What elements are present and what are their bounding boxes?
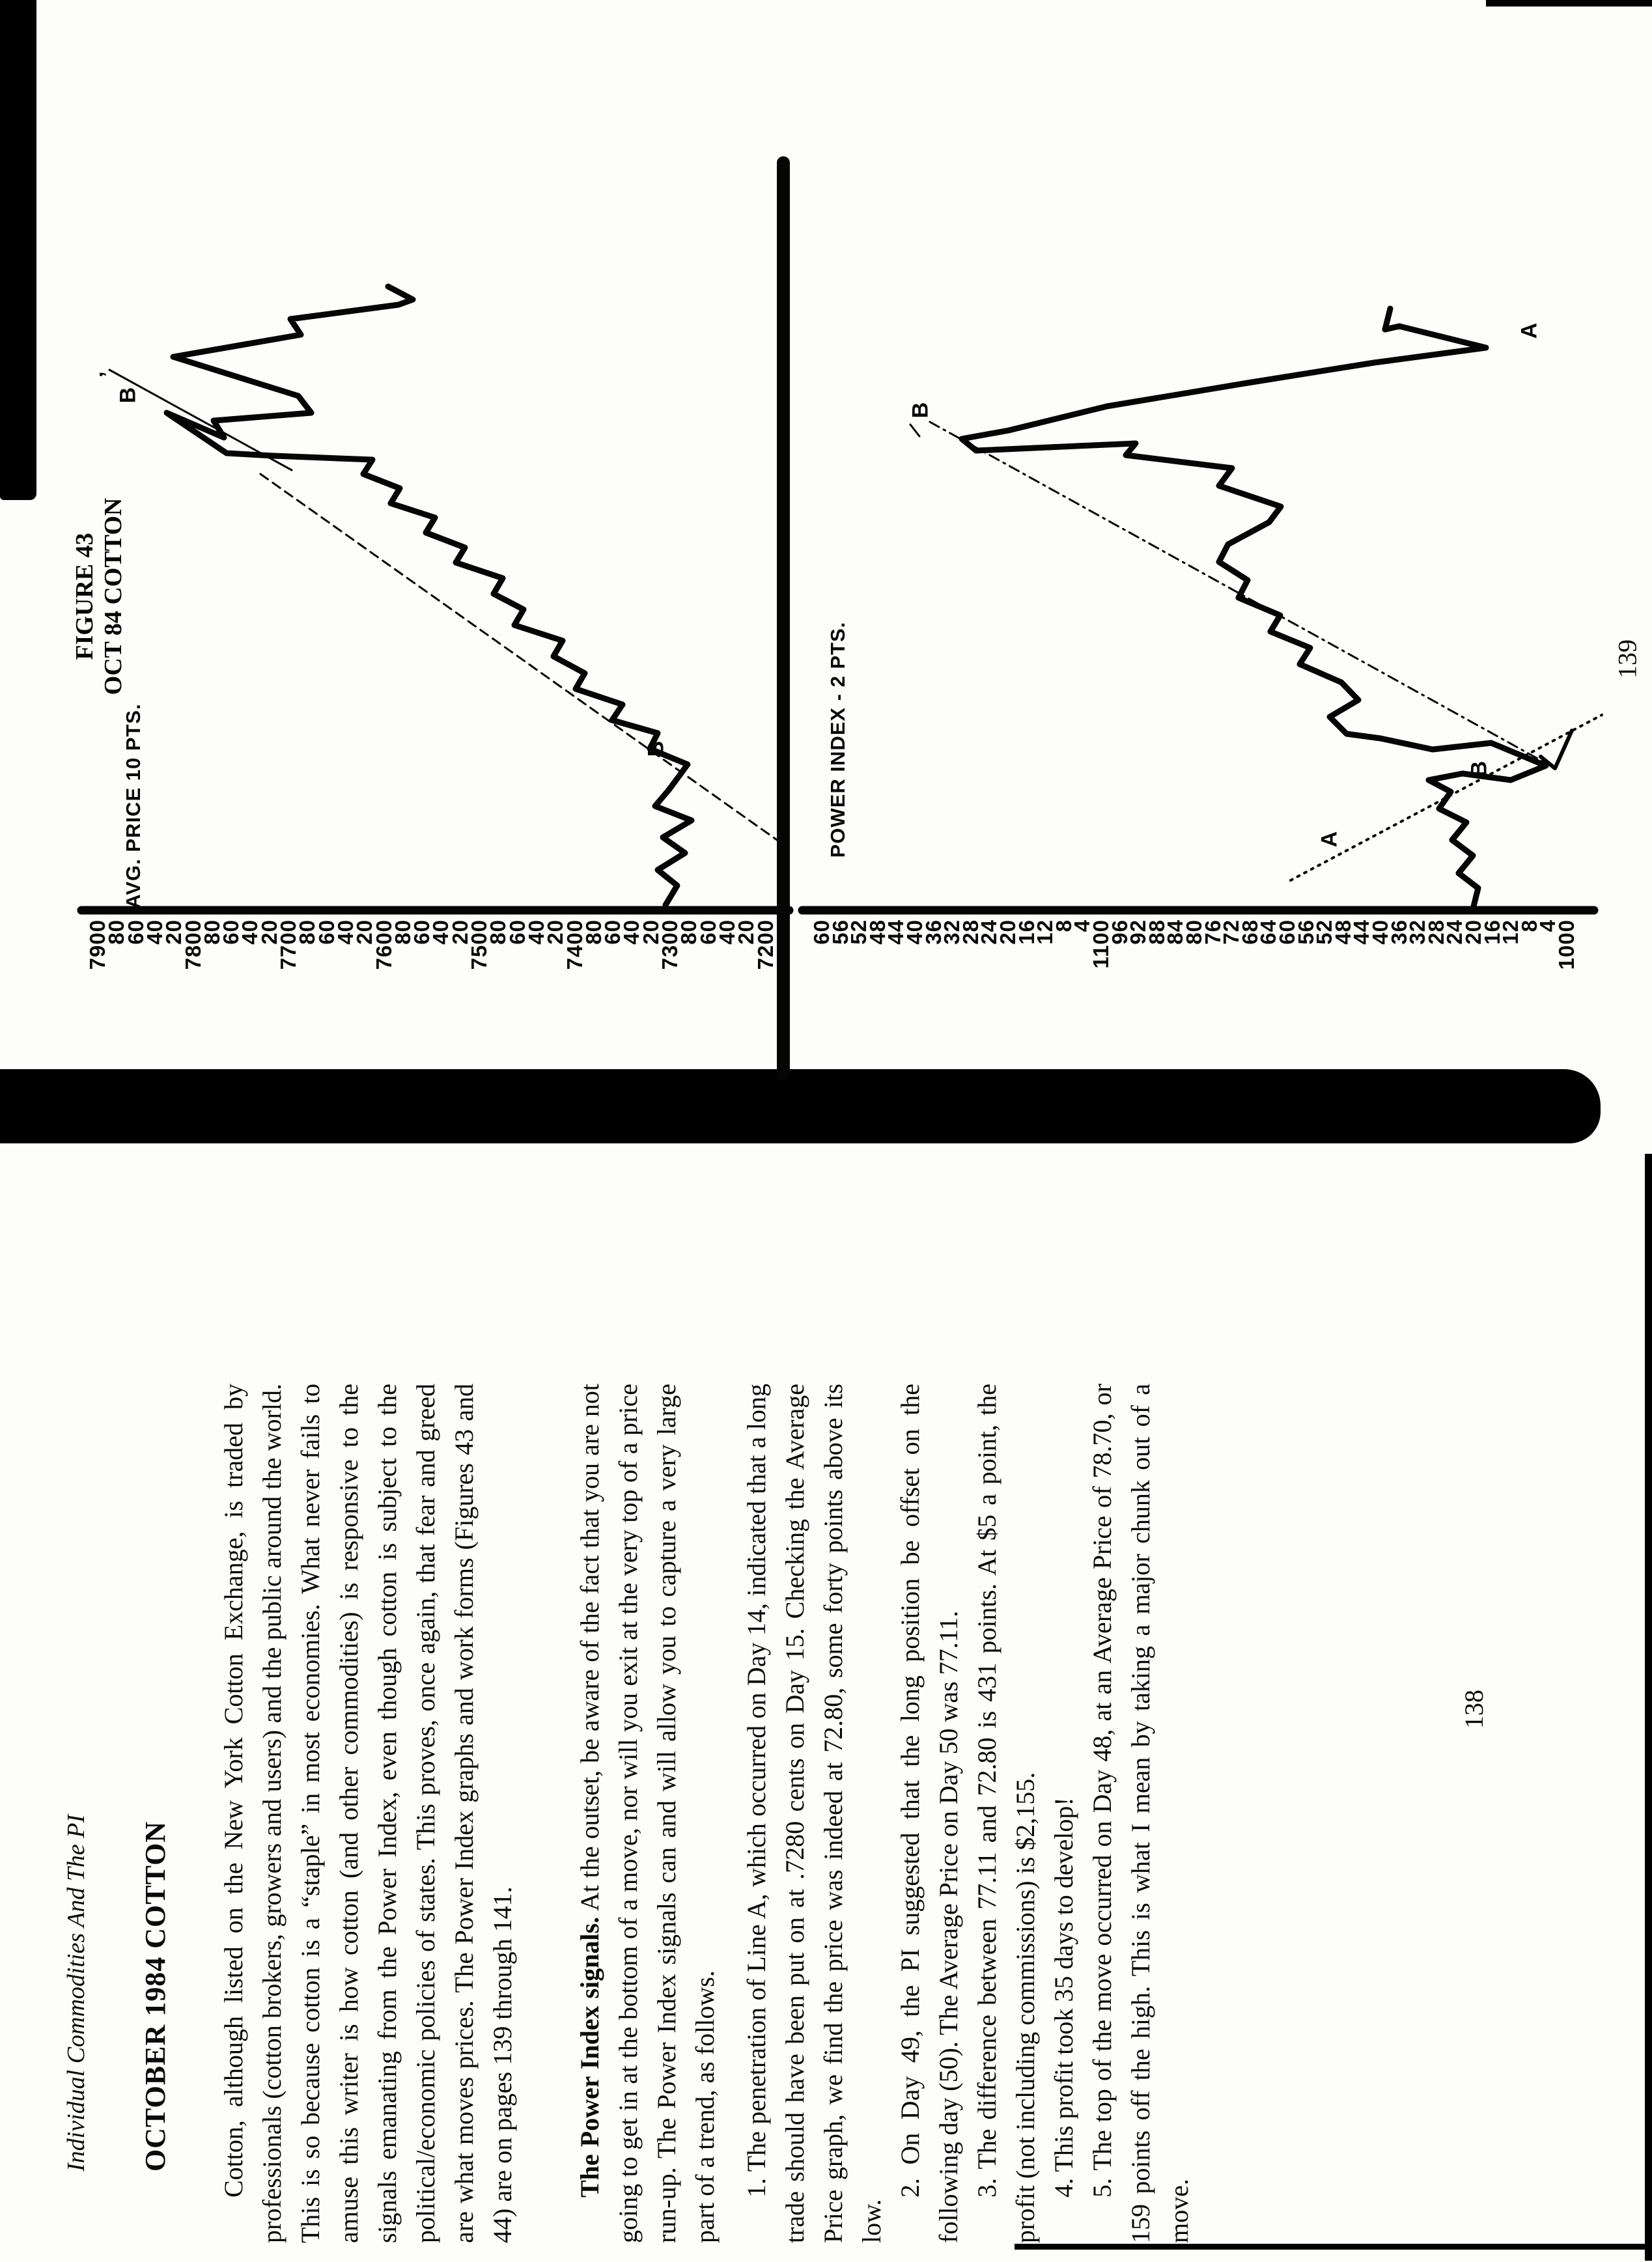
power-index-tick-label: 48	[1330, 919, 1355, 945]
power-index-tick-label: 76	[1200, 919, 1225, 945]
power-index-tick-label: 48	[865, 919, 889, 945]
power-index-tick-label: 92	[1126, 919, 1151, 945]
power-index-tick-label: 84	[1163, 919, 1188, 945]
avg-price-tick-label: 80	[581, 919, 606, 945]
power-index-annotation-B: B	[908, 402, 933, 419]
avg-price-tick-label: 20	[257, 919, 281, 945]
power-index-tick-label: 1000	[1554, 919, 1578, 970]
avg-price-tick-label: 80	[677, 919, 701, 945]
avg-price-tick-label: 60	[410, 919, 434, 945]
avg-price-tick-label: 20	[161, 919, 186, 945]
avg-price-tick-label: 40	[142, 919, 167, 945]
power-index-tick-label: 80	[1182, 919, 1206, 945]
list-item: 5. The top of the move occurred on Day 48, at an Average Price of 78.70, or 159 points off the high. This is what I mean by taking a major chunk out of a move.	[1087, 1384, 1194, 2243]
avg-price-tick-label: 80	[104, 919, 129, 945]
avg-price-tick-label: 7500	[467, 919, 491, 970]
section-heading: OCTOBER 1984 COTTON	[139, 1821, 171, 2171]
power-index-line-B	[930, 422, 1546, 763]
avg-price-tick-label: 60	[314, 919, 339, 945]
avg-price-tick-label: 40	[524, 919, 548, 945]
running-head: Individual Commodities And The PI	[63, 1814, 90, 2171]
power-index-tick-label: 12	[1498, 919, 1523, 945]
figure-title-line2: OCT 84 COTTON	[100, 497, 127, 695]
avg-price-tick-label: 60	[123, 919, 148, 945]
avg-price-tick-label: 7900	[85, 919, 109, 970]
power-index-tick-label: 12	[1033, 919, 1057, 945]
avg-price-tick-label: 20	[638, 919, 663, 945]
power-index-tick-label: 56	[1293, 919, 1318, 945]
paragraph-2-lead: The Power Index signals.	[575, 1916, 604, 2198]
power-index-tick-label: 16	[1014, 919, 1039, 945]
power-index-tick-label: 8	[1051, 919, 1076, 932]
avg-price-tick-label: 40	[714, 919, 739, 945]
avg-price-tick-label: 40	[619, 919, 644, 945]
power-index-tick-label: 52	[847, 919, 871, 945]
avg-price-annotation-’: ’	[95, 371, 120, 378]
power-index-tick-label: 36	[1386, 919, 1411, 945]
list-item: 4. This profit took 35 days to develop!	[1049, 1797, 1078, 2198]
power-index-axis-title: POWER INDEX - 2 PTS.	[826, 621, 849, 858]
text-page	[62, 1384, 1515, 2243]
power-index-annotation-B: B	[1466, 761, 1492, 777]
avg-price-tick-label: 20	[352, 919, 377, 945]
page-number-139: 139	[1612, 639, 1642, 678]
power-index-annotation-A: A	[1317, 831, 1342, 848]
avg-price-tick-label: 20	[447, 919, 472, 945]
power-index-tick-label: 88	[1144, 919, 1169, 945]
signal-list	[737, 1384, 1198, 2243]
power-index-tick-label: 44	[1349, 919, 1374, 945]
avg-price-tick-label: 20	[734, 919, 759, 945]
power-index-tick-label: 28	[1423, 919, 1448, 945]
power-index-tick-label: 96	[1107, 919, 1132, 945]
power-index-tick-label: 24	[977, 919, 1001, 945]
list-item: 1. The penetration of Line A, which occurred on Day 14, indicated that a long trade should have been put on at .7280 cents on Day 15. Checking the Average Price graph, we find the price was indeed at 72.80, some forty points above its low.	[742, 1384, 886, 2243]
power-index-tick-label: 68	[1237, 919, 1262, 945]
avg-price-tick-label: 7200	[753, 919, 777, 970]
power-index-tick-label: 32	[940, 919, 964, 945]
avg-price-tick-label: 20	[543, 919, 568, 945]
power-index-tick-label: 24	[1442, 919, 1467, 945]
power-index-tick-label: 20	[1461, 919, 1485, 945]
avg-price-tick-label: 7800	[180, 919, 205, 970]
avg-price-tick-label: 80	[390, 919, 415, 945]
avg-price-tick-label: 7700	[276, 919, 300, 970]
avg-price-tick-label: 80	[199, 919, 224, 945]
avg-price-tick-label: 60	[219, 919, 244, 945]
power-index-tick-label: 1100	[1089, 919, 1113, 969]
paragraph-1: Cotton, although listed on the New York Cotton Exchange, is traded by professionals (cotton brokers, growers and users) and the public around the world. This is so because cotton is a “staple” in most economies. What never fails to amuse this writer is how cotton (and other commodities) is responsive to the signals emanating from the Power Index, even though cotton is subject to the political/economic policies of states. This proves, once again, that fear and greed are what moves prices. The Power Index graphs and work forms (Figures 43 and 44) are on pages 139 through 141.	[219, 1384, 517, 2243]
avg-price-tick-label: 40	[428, 919, 453, 945]
avg-price-annotation-B: B	[115, 387, 141, 404]
avg-price-tick-label: 7600	[371, 919, 396, 970]
power-index-tick-label: 8	[1517, 919, 1541, 932]
power-index-tick-label: 44	[884, 919, 908, 945]
avg-price-annotation-B: B	[643, 740, 669, 757]
avg-price-tick-label: 40	[238, 919, 262, 945]
list-item: 2. On Day 49, the PI suggested that the long position be offset on the following day (50). The Average Price on Day 50 was 77.11.	[895, 1384, 963, 2243]
avg-price-tick-label: 60	[695, 919, 720, 945]
power-index-tick-label: 40	[1368, 919, 1392, 945]
power-index-tick-label: 60	[809, 919, 833, 945]
avg-price-tick-label: 60	[505, 919, 529, 945]
figure-title-line1: FIGURE 43	[71, 533, 98, 660]
power-index-label-B-tick	[910, 425, 919, 436]
power-index-tick-label: 60	[1275, 919, 1299, 945]
avg-price-axis-title: AVG. PRICE 10 PTS.	[122, 703, 145, 909]
power-index-tick-label: 16	[1479, 919, 1504, 945]
paragraph-2	[570, 1384, 724, 2243]
power-index-tick-label: 52	[1312, 919, 1337, 945]
power-index-tick-label: 72	[1219, 919, 1244, 945]
power-index-tick-label: 56	[828, 919, 852, 945]
paragraph-2-rest: At the outset, be aware of the fact that you are not going to get in at the bottom of a move, nor will you exit at the very top of a price run-up. The Power Index signals can and will allow you to capture a very large part of a trend, as follows.	[575, 1383, 720, 2243]
avg-price-tick-label: 7400	[562, 919, 587, 970]
avg-price-tick-label: 7300	[658, 919, 682, 970]
power-index-trace	[962, 309, 1546, 909]
power-index-tick-label: 36	[921, 919, 945, 945]
power-index-tick-label: 4	[1070, 919, 1095, 932]
power-index-tick-label: 28	[958, 919, 983, 945]
power-index-annotation-A: A	[1517, 322, 1542, 339]
avg-price-tick-label: 80	[486, 919, 511, 945]
page-number-138: 138	[1459, 1690, 1489, 1729]
avg-price-trace	[167, 286, 692, 905]
avg-price-line-B	[260, 474, 779, 841]
figure-title	[70, 498, 128, 695]
power-index-tick-label: 20	[996, 919, 1020, 945]
avg-price-tick-label: 40	[333, 919, 357, 945]
avg-price-tick-label: 80	[295, 919, 320, 945]
power-index-tick-label: 64	[1256, 919, 1281, 945]
power-index-tick-label: 40	[903, 919, 927, 945]
power-index-tick-label: 4	[1535, 919, 1560, 932]
avg-price-tick-label: 60	[600, 919, 625, 945]
power-index-tick-label: 32	[1405, 919, 1430, 945]
list-item: 3. The difference between 77.11 and 72.80 is 431 points. At $5 a point, the profit (not including commissions) is $2,155.	[972, 1384, 1040, 2243]
